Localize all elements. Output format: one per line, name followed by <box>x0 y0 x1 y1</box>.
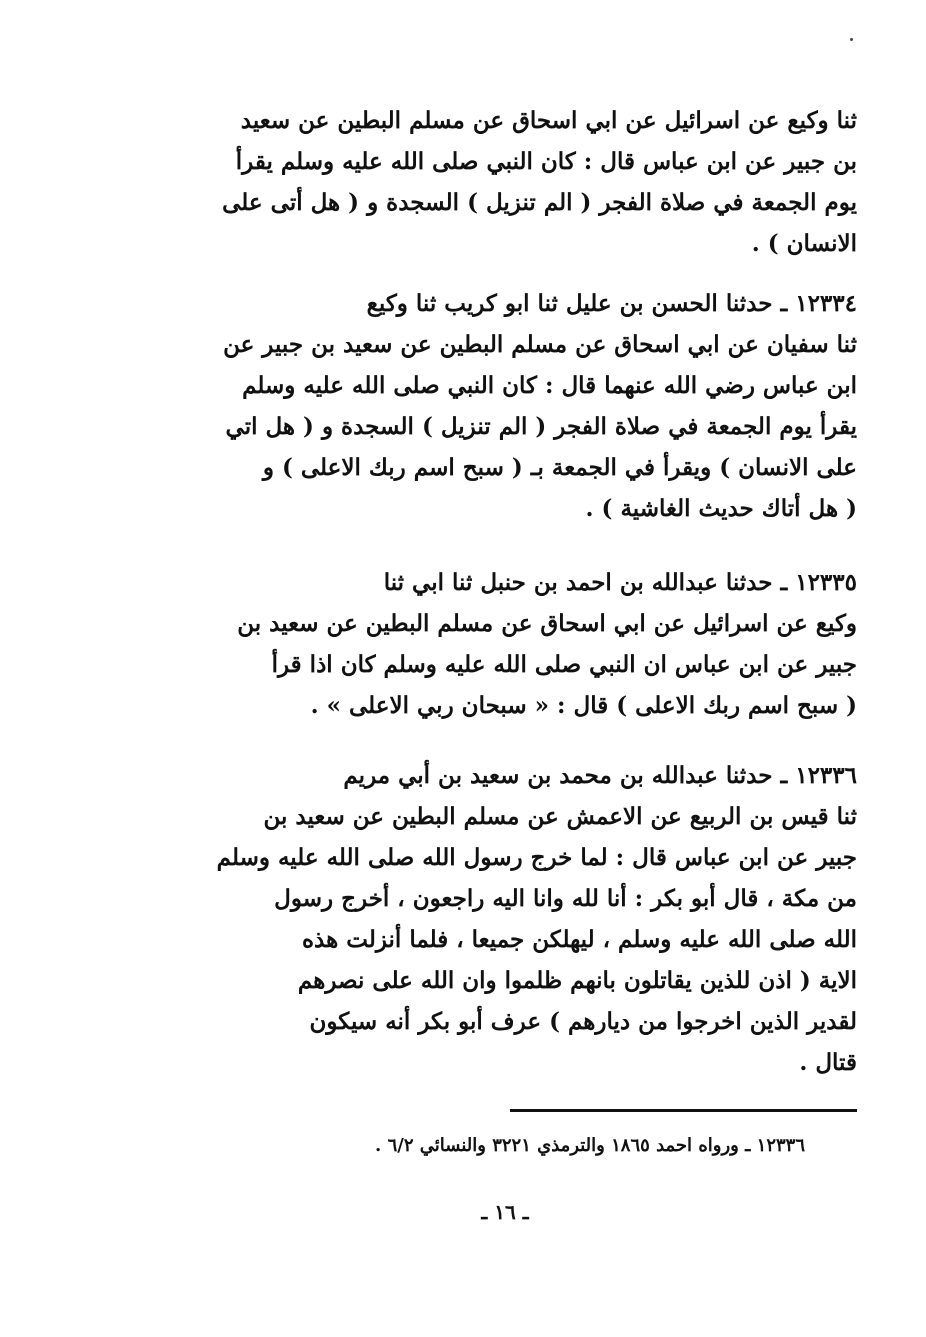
footnote: ١٢٣٣٦ ـ ورواه احمد ١٨٦٥ والترمذي ٣٢٢١ والنسائي ٦/٢ . <box>375 1135 805 1156</box>
text-line: ثنا سفيان عن ابي اسحاق عن مسلم البطين عن سعيد بن جبير عن <box>223 331 857 358</box>
text-line: ( هل أتاك حديث الغاشية ) . <box>585 495 857 522</box>
text-line: جبير عن ابن عباس ان النبي صلى الله عليه وسلم كان اذا قرأ <box>271 651 857 678</box>
text-line: ثنا قيس بن الربيع عن الاعمش عن مسلم البطين عن سعيد بن <box>263 803 857 830</box>
text-line: الانسان ) . <box>751 230 857 257</box>
hadith-12334 <box>155 283 857 529</box>
page-number: ـ ١٦ ـ <box>481 1200 529 1224</box>
hadith-12336 <box>155 755 857 1083</box>
text-line: الاية ( اذن للذين يقاتلون بانهم ظلموا وان الله على نصرهم <box>297 967 857 994</box>
scan-speck <box>850 38 853 41</box>
text-line: ( سبح اسم ربك الاعلى ) قال : « سبحان ربي الاعلى » . <box>310 692 857 719</box>
text-line: بن جبير عن ابن عباس قال : كان النبي صلى الله عليه وسلم يقرأ <box>235 148 857 175</box>
text-line: يوم الجمعة في صلاة الفجر ( الم تنزيل ) السجدة و ( هل أتى على <box>222 189 857 216</box>
text-line: يقرأ يوم الجمعة في صلاة الفجر ( الم تنزيل ) السجدة و ( هل اتي <box>225 413 857 440</box>
text-line: ١٢٣٣٥ ـ حدثنا عبدالله بن احمد بن حنبل ثنا ابي ثنا <box>383 569 857 596</box>
paragraph-continuation <box>155 100 857 264</box>
text-line: ١٢٣٣٦ ـ حدثنا عبدالله بن محمد بن سعيد بن أبي مريم <box>343 762 857 789</box>
hadith-12335 <box>155 562 857 726</box>
footnote-divider <box>510 1109 857 1112</box>
text-line: وكيع عن اسرائيل عن ابي اسحاق عن مسلم البطين عن سعيد بن <box>237 610 857 637</box>
text-line: الله صلى الله عليه وسلم ، ليهلكن جميعا ، فلما أنزلت هذه <box>301 926 857 953</box>
text-line: من مكة ، قال أبو بكر : أنا لله وانا اليه راجعون ، أخرج رسول <box>274 885 857 912</box>
text-line: ابن عباس رضي الله عنهما قال : كان النبي صلى الله عليه وسلم <box>242 372 857 399</box>
text-line: لقدير الذين اخرجوا من ديارهم ) عرف أبو بكر أنه سيكون <box>309 1008 857 1035</box>
text-line: على الانسان ) ويقرأ في الجمعة بـ ( سبح اسم ربك الاعلى ) و <box>262 454 857 481</box>
text-line: ثنا وكيع عن اسرائيل عن ابي اسحاق عن مسلم البطين عن سعيد <box>240 107 857 134</box>
text-line: ١٢٣٣٤ ـ حدثنا الحسن بن عليل ثنا ابو كريب ثنا وكيع <box>366 290 857 317</box>
text-line: قتال . <box>799 1049 857 1076</box>
text-line: جبير عن ابن عباس قال : لما خرج رسول الله صلى الله عليه وسلم <box>216 844 857 871</box>
